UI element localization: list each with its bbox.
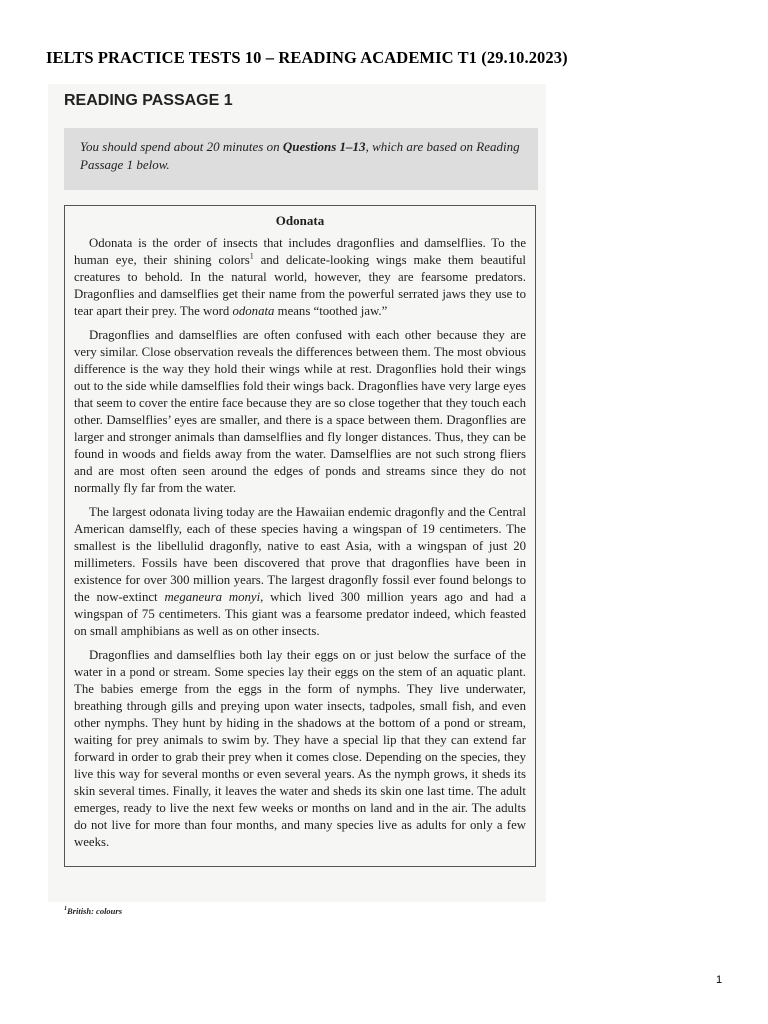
paragraph-1 bbox=[74, 235, 526, 320]
passage-heading: READING PASSAGE 1 bbox=[64, 92, 233, 109]
footnote-marker: 1 bbox=[249, 251, 254, 261]
instructions-post: , which are based on Reading Passage 1 below. bbox=[80, 139, 520, 172]
article-box bbox=[64, 205, 536, 867]
paragraph-2: Dragonflies and damselflies are often confused with each other because they are very similar. Close observation reveals the differences between them. The most obvious difference is the way they hold their wings while at rest. Dragonflies hold their wings out to the side while damselflies fold their wings back. Dragonflies have very large eyes that seem to cover the entire face because they are so close together that they touch each other. Damselflies’ eyes are smaller, and there is a space between them. Dragonflies are larger and stronger animals than damselflies and fly longer distances. Thus, they can be found in woods and fields away from the water. Damselflies are not such strong fliers and are most often seen around the edges of ponds and streams since they do not normally fly far from the water. bbox=[74, 328, 526, 495]
paragraph-4: Dragonflies and damselflies both lay their eggs on or just below the surface of the water in a pond or stream. Some species lay their eggs on the stem of an aquatic plant. The babies emerge from the eggs in the form of nymphs. They live underwater, breathing through gills and preying upon water insects, tadpoles, small fish, and even other nymphs. They hunt by hiding in the shadows at the bottom of a pond or stream, waiting for prey animals to swim by. They have a special lip that they can extend far forward in order to grab their prey when it comes close. Depending on the species, they live this way for several months or even several years. As the nymph grows, it sheds its skin several times. Finally, it leaves the water and sheds its skin one last time. The adult emerges, ready to live the next few weeks or months on land and in the air. The adults do not live for more than four months, and many species live as adults for only a few weeks. bbox=[74, 648, 526, 849]
instructions-questions: Questions 1–13 bbox=[282, 139, 366, 154]
instructions-box bbox=[64, 128, 538, 190]
document-header: IELTS PRACTICE TESTS 10 – READING ACADEMIC T1 (29.10.2023) bbox=[46, 48, 568, 67]
paragraph-3-text-b: , which lived 300 million years ago and had a wingspan of 75 centimeters. This giant was a fearsome predator indeed, which feasted on small amphibians as well as on other insects. bbox=[74, 590, 526, 638]
article-title: Odonata bbox=[275, 213, 325, 228]
footnote-number: 1 bbox=[64, 906, 67, 913]
paragraph-1-text-c: means “toothed jaw.” bbox=[274, 304, 388, 318]
paragraph-1-term: odonata bbox=[232, 304, 275, 318]
paragraph-1-text-b: and delicate-looking wings make them beautiful creatures to behold. In the natural world, however, they are fearsome predators. Dragonflies and damselflies get their name from the powerful serrated jaws they use to tear apart their prey. The word bbox=[74, 253, 526, 318]
footnote bbox=[64, 906, 122, 916]
paragraph-3 bbox=[74, 504, 526, 640]
footnote-text: British: colours bbox=[67, 906, 123, 916]
paragraph-3-species: meganeura monyi bbox=[164, 590, 261, 604]
page-number: 1 bbox=[716, 974, 723, 986]
instructions-pre: You should spend about 20 minutes on bbox=[80, 139, 283, 154]
paragraph-1-text-a: Odonata is the order of insects that includes dragonflies and damselflies. To the human eye, their shining colors bbox=[74, 236, 526, 267]
paragraph-3-text-a: The largest odonata living today are the Hawaiian endemic dragonfly and the Central American damselfly, each of these species having a wingspan of 19 centimeters. The smallest is the libellulid dragonfly, native to east Asia, with a wingspan of just 20 millimeters. Fossils have been discovered that prove that dragonflies have been in existence for over 300 million years. The largest dragonfly fossil ever found belongs to the now-extinct bbox=[74, 505, 526, 604]
